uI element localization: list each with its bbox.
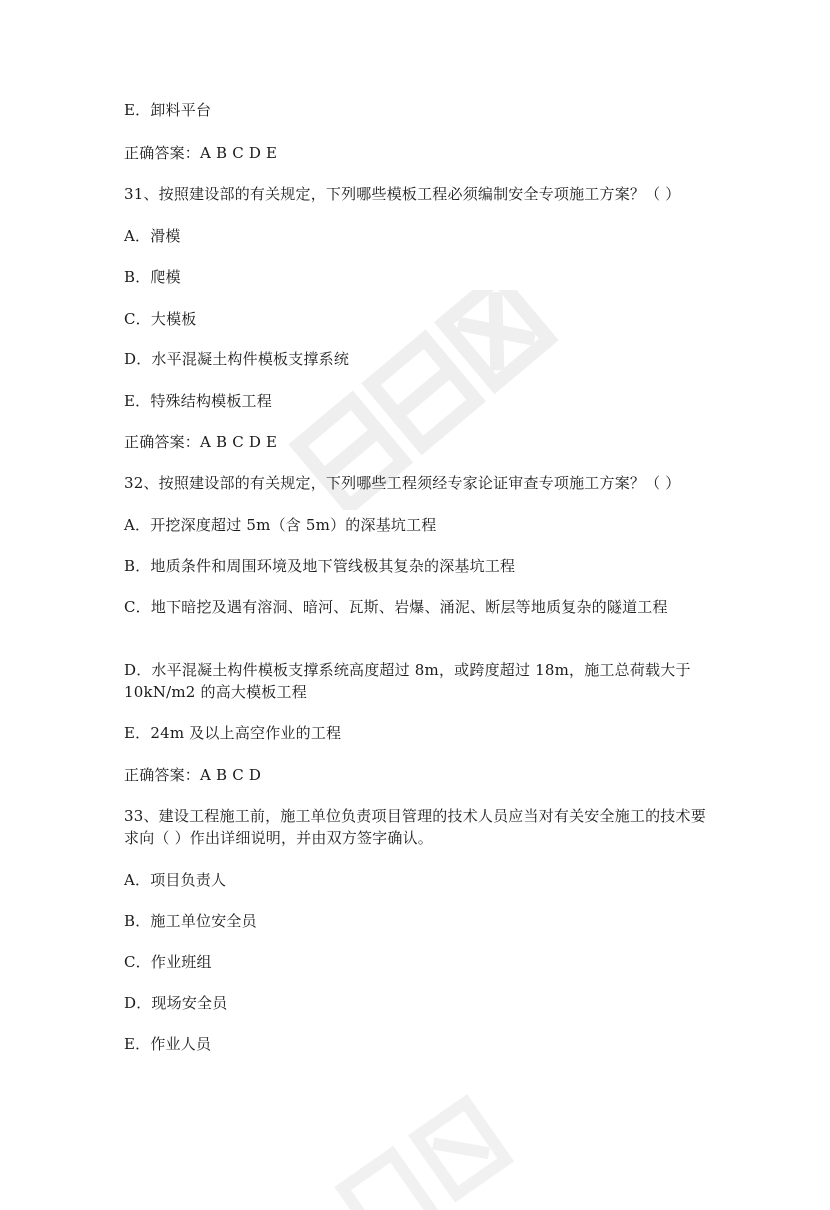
option-e-q31: E．特殊结构模板工程 [124,392,272,410]
answer-q30: 正确答案：A B C D E [124,144,278,162]
question-32: 32、按照建设部的有关规定，下列哪些工程须经专家论证审查专项施工方案？（ ） [124,474,681,492]
option-c-q32: C．地下暗挖及遇有溶洞、暗河、瓦斯、岩爆、涌泥、断层等地质复杂的隧道工程 [124,598,668,616]
answer-q32: 正确答案：A B C D [124,766,262,784]
option-a-q33: A．项目负责人 [124,871,227,889]
option-b-q31: B．爬模 [124,268,181,286]
option-d-q31: D．水平混凝土构件模板支撑系统 [124,350,350,368]
option-e-q33: E．作业人员 [124,1035,212,1053]
option-e-q32: E．24m 及以上高空作业的工程 [124,724,342,742]
option-a-q32: A．开挖深度超过 5m（含 5m）的深基坑工程 [124,516,437,534]
option-b-q33: B．施工单位安全员 [124,912,257,930]
question-31: 31、按照建设部的有关规定，下列哪些模板工程必须编制安全专项施工方案？（ ） [124,185,681,203]
option-d-q33: D．现场安全员 [124,994,228,1012]
option-d-q32: D．水平混凝土构件模板支撑系统高度超过 8m，或跨度超过 18m，施工总荷载大于 10kN/m2 的高大模板工程 [124,661,691,701]
answer-q31: 正确答案：A B C D E [124,433,278,451]
option-a-q31: A．滑模 [124,227,181,245]
option-c-q31: C．大模板 [124,310,197,328]
option-c-q33: C．作业班组 [124,953,212,971]
question-33: 33、建设工程施工前，施工单位负责项目管理的技术人员应当对有关安全施工的技术要求向（ ）作出详细说明，并由双方签字确认。 [124,807,706,847]
option-b-q32: B．地质条件和周围环境及地下管线极其复杂的深基坑工程 [124,557,516,575]
option-e-q30: E．卸料平台 [124,101,212,119]
watermark-logo-bottom [300,1090,600,1210]
